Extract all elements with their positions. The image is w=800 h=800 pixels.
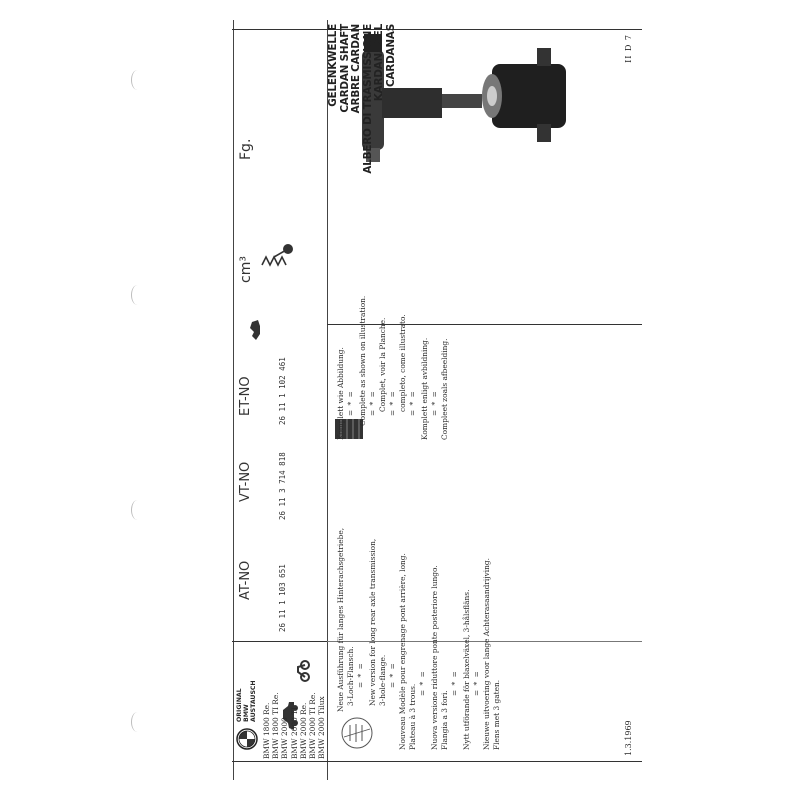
rotated-page <box>232 20 642 780</box>
equals-mark: = * = <box>388 662 397 688</box>
equals-mark: = * = <box>418 670 427 696</box>
cond-sv: Komplett enligt avbildning. <box>420 337 429 440</box>
logo-line: ORIGINAL <box>236 688 243 722</box>
rule-cond <box>327 324 642 325</box>
at-number: 26 11 1 103 651 <box>278 564 287 632</box>
header-vt-no: VT-NO <box>238 461 253 502</box>
desc-nl-2: Flens met 3 gaten. <box>492 679 501 750</box>
model-item: BMW 1800 Re. <box>262 702 271 759</box>
cond-de: Komplett wie Abbildung. <box>336 347 345 440</box>
logo-line: BMW <box>243 704 251 722</box>
equals-mark: = * = <box>368 390 377 416</box>
desc-fr-1: Nouveau Modèle pour engrenage pont arrière, long. <box>398 553 407 750</box>
punch-hole <box>131 712 144 732</box>
equals-mark: = * = <box>388 390 397 416</box>
rule-top <box>233 20 234 780</box>
part-title <box>328 24 398 174</box>
cond-fr: Complet, voir la Planche. <box>378 317 387 412</box>
title-line: CARDAN SHAFT <box>338 24 351 113</box>
title-line: ARBRE CARDAN <box>350 24 363 114</box>
desc-nl-1: Nieuwe uitvoering voor lange Achterasaandrijving. <box>482 558 491 750</box>
cond-it: completo, come illustrato. <box>398 314 407 412</box>
equals-mark: = * = <box>356 662 365 688</box>
desc-fr-2: Plateau à 3 trous. <box>408 683 417 750</box>
desc-de-2: 3-Loch-Flansch. <box>346 646 355 706</box>
title-line: GELENKWELLE <box>327 24 339 107</box>
model-item: BMW 1800 TI Re. <box>271 692 281 759</box>
desc-it-2: Flangia a 3 fori. <box>440 690 449 750</box>
model-item: BMW 2000 <box>280 717 290 759</box>
header-cm3: cm³ <box>238 256 254 283</box>
vt-number: 26 11 3 714 818 <box>278 452 287 520</box>
desc-en-1: New version for long rear axle transmission, <box>368 538 377 706</box>
equals-mark: = * = <box>450 670 459 696</box>
language-flag-icon <box>334 716 380 750</box>
logo-text <box>236 680 258 722</box>
cond-en: Complete as shown on illustration. <box>358 295 367 426</box>
model-item: BMW 2000 TI Re. <box>308 692 318 759</box>
engine-icon <box>246 318 264 342</box>
desc-sv-1: Nytt utförande för blaxelväxel, 3-hålsfläns. <box>462 589 471 750</box>
equals-mark: = * = <box>472 670 481 696</box>
title-line: KARDANAXEL <box>373 24 386 102</box>
header-et-no: ET-NO <box>238 376 253 416</box>
punch-hole <box>131 285 144 305</box>
rule-left <box>232 761 642 762</box>
title-line: CARDANAS <box>384 24 397 87</box>
bmw-roundel-icon <box>236 728 258 750</box>
equals-mark: = * = <box>408 390 417 416</box>
et-number: 26 11 1 102 461 <box>278 357 287 425</box>
equals-mark: = * = <box>346 390 355 416</box>
cond-nl: Compleet zoals afbeelding. <box>440 338 449 440</box>
equals-mark: = * = <box>430 390 439 416</box>
header-at-no: AT-NO <box>238 560 253 600</box>
punch-hole <box>131 70 144 90</box>
desc-en-2: 3-hole-flange. <box>378 654 387 706</box>
issue-date: 1.3.1969 <box>624 720 633 756</box>
page-code: II D 7 <box>624 34 633 63</box>
displacement-icon <box>258 242 296 268</box>
logo-line: AUSTAUSCH <box>250 680 258 722</box>
desc-de-1: Neue Ausführung für langes Hinterachsgetriebe, <box>336 527 345 712</box>
parts-catalog-sheet <box>232 20 642 780</box>
model-item: BMW 2000 TI <box>289 707 299 759</box>
desc-it-1: Nuova versione riduttore ponte posteriore lungo. <box>430 565 439 750</box>
header-fg: Fg. <box>238 138 254 160</box>
model-list <box>262 645 326 759</box>
title-line: ALBERO DI TRASMISSIONE <box>361 24 374 174</box>
model-item: BMW 2000 Re. <box>298 702 308 759</box>
punch-hole <box>131 500 144 520</box>
model-item: BMW 2000 Tilux <box>317 696 327 759</box>
